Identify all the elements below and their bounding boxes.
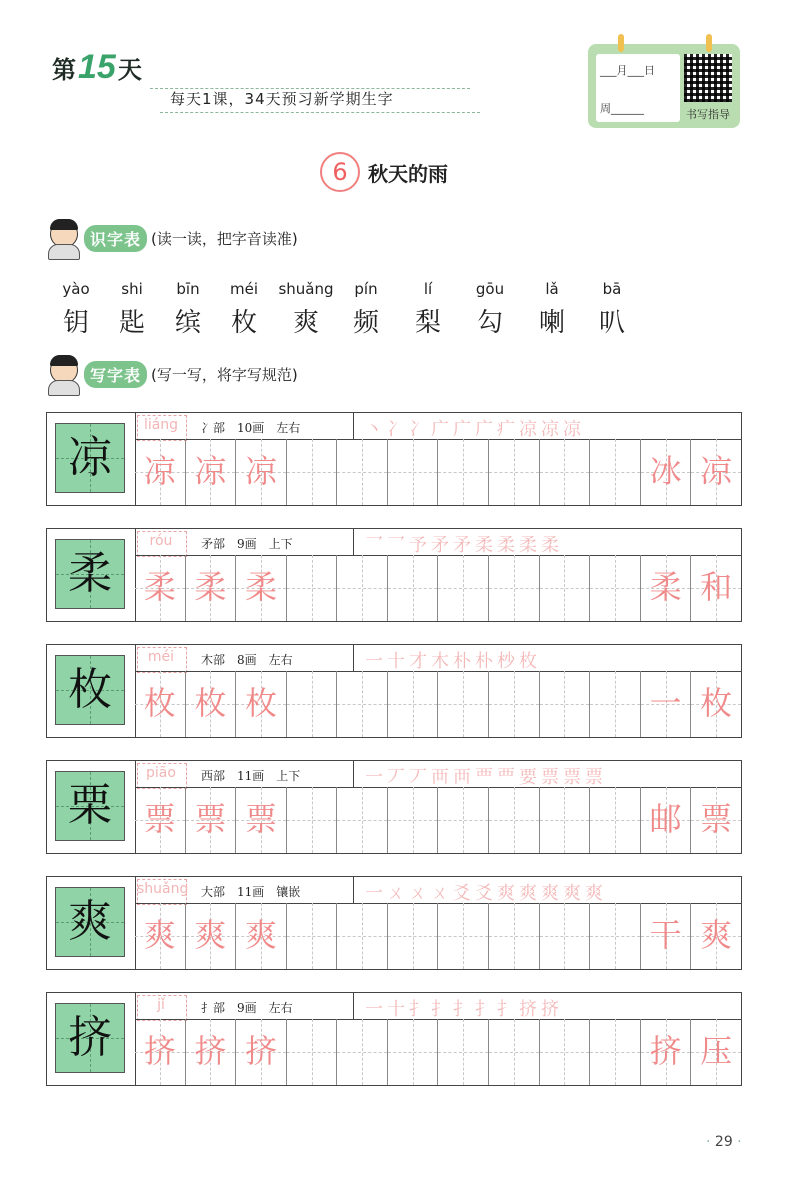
practice-cell[interactable]: 邮 <box>640 787 691 853</box>
stroke-order: 一丆丆襾襾覀覀要票票票 <box>365 767 607 788</box>
qr-label: 书写指导 <box>686 108 730 121</box>
qr-code-icon[interactable] <box>684 54 732 102</box>
hanzi: 缤 <box>174 308 201 338</box>
write-note: (写一写，将字写规范) <box>151 365 298 384</box>
practice-cell[interactable] <box>437 903 488 969</box>
practice-cell[interactable]: 票 <box>690 787 741 853</box>
char-info: 矛部 9画 上下 <box>201 537 293 551</box>
practice-cell[interactable] <box>539 555 590 621</box>
practice-cell[interactable] <box>589 671 640 737</box>
practice-cell[interactable] <box>336 671 387 737</box>
practice-cell[interactable] <box>488 787 539 853</box>
lesson-number: 6 <box>320 152 360 192</box>
model-char: 挤 <box>68 1012 112 1063</box>
practice-cell[interactable] <box>589 787 640 853</box>
writing-row <box>46 876 742 970</box>
practice-cell[interactable] <box>488 555 539 621</box>
hanzi: 喇 <box>538 308 565 338</box>
practice-cell[interactable] <box>589 555 640 621</box>
practice-cell[interactable]: 枚 <box>135 671 185 737</box>
writing-row <box>46 644 742 738</box>
char-pinyin: róu <box>149 533 173 549</box>
day-number: 15 <box>78 48 116 86</box>
practice-cell[interactable] <box>539 1019 590 1085</box>
write-title: 写字表 <box>84 361 147 388</box>
model-char-box <box>55 539 125 609</box>
model-char: 爽 <box>68 896 112 947</box>
ring-icon <box>618 34 624 52</box>
char-info: 木部 8画 左右 <box>201 653 293 667</box>
practice-cell[interactable] <box>286 555 337 621</box>
week-label: 周 <box>600 102 611 115</box>
model-char: 枚 <box>68 664 112 715</box>
practice-cell[interactable] <box>589 439 640 505</box>
practice-cell[interactable] <box>336 439 387 505</box>
hanzi: 梨 <box>414 308 441 338</box>
day-label <box>52 48 142 87</box>
practice-cell[interactable] <box>589 1019 640 1085</box>
practice-cell[interactable]: 凉 <box>185 439 236 505</box>
practice-cell[interactable] <box>387 1019 438 1085</box>
month-label: 月 <box>616 64 628 77</box>
pinyin: shi <box>121 280 143 298</box>
practice-cell[interactable] <box>437 555 488 621</box>
stroke-order: 一十才木朴朴杪枚 <box>365 651 541 672</box>
char-info: 西部 11画 上下 <box>201 769 301 783</box>
practice-grid <box>135 903 741 969</box>
practice-cell[interactable]: 柔 <box>135 555 185 621</box>
practice-cell[interactable] <box>437 787 488 853</box>
pinyin: bīn <box>176 280 200 298</box>
practice-cell[interactable]: 挤 <box>640 1019 691 1085</box>
practice-cell[interactable] <box>387 903 438 969</box>
practice-cell[interactable] <box>539 671 590 737</box>
pinyin: lǎ <box>545 280 559 298</box>
hanzi: 匙 <box>118 308 145 338</box>
lesson-title: 秋天的雨 <box>368 161 448 186</box>
practice-cell[interactable] <box>488 1019 539 1085</box>
practice-cell[interactable]: 冰 <box>640 439 691 505</box>
practice-cell[interactable]: 票 <box>235 787 286 853</box>
practice-cell[interactable]: 枚 <box>185 671 236 737</box>
practice-cell[interactable] <box>488 671 539 737</box>
recognize-section-header <box>46 218 298 258</box>
page-number: · 29 · <box>706 1134 742 1150</box>
char-info: 大部 11画 镶嵌 <box>201 885 301 899</box>
practice-cell[interactable]: 票 <box>185 787 236 853</box>
practice-cell[interactable] <box>488 439 539 505</box>
hanzi: 钥 <box>62 308 89 338</box>
practice-cell[interactable] <box>336 555 387 621</box>
practice-cell[interactable]: 凉 <box>235 439 286 505</box>
write-section-header <box>46 354 298 394</box>
practice-cell[interactable]: 票 <box>135 787 185 853</box>
practice-cell[interactable]: 干 <box>640 903 691 969</box>
pinyin: bā <box>602 280 622 298</box>
practice-cell[interactable] <box>336 787 387 853</box>
stroke-order: 一ㄨㄨㄨ爻爻爽爽爽爽爽 <box>365 883 607 904</box>
stroke-order: 一十扌扌扌扌扌挤挤 <box>365 999 563 1020</box>
practice-cell[interactable]: 枚 <box>235 671 286 737</box>
practice-cell[interactable]: 爽 <box>690 903 741 969</box>
hanzi: 叭 <box>598 308 625 338</box>
practice-cell[interactable]: 凉 <box>135 439 185 505</box>
pinyin-row <box>46 280 646 300</box>
pinyin: pín <box>354 280 378 298</box>
stroke-order: 丶冫冫广广广疒凉凉凉 <box>365 419 585 440</box>
slogan: 每天1课，34天预习新学期生字 <box>170 90 394 108</box>
practice-cell[interactable]: 凉 <box>690 439 741 505</box>
pinyin: méi <box>229 280 258 298</box>
char-pinyin: méi <box>147 649 175 665</box>
practice-grid <box>135 555 741 621</box>
model-char-box <box>55 655 125 725</box>
writing-row <box>46 760 742 854</box>
practice-cell[interactable]: 爽 <box>185 903 236 969</box>
practice-cell[interactable] <box>539 903 590 969</box>
practice-cell[interactable] <box>286 439 337 505</box>
recognize-note: (读一读，把字音读准) <box>151 229 298 248</box>
char-info: 冫部 10画 左右 <box>201 421 301 435</box>
char-pinyin: pião <box>146 765 176 781</box>
practice-cell[interactable]: 压 <box>690 1019 741 1085</box>
day-prefix: 第 <box>52 56 76 84</box>
practice-grid <box>135 787 741 853</box>
char-info: 扌部 9画 左右 <box>201 1001 293 1015</box>
practice-cell[interactable] <box>437 671 488 737</box>
practice-cell[interactable] <box>387 555 438 621</box>
practice-cell[interactable] <box>387 787 438 853</box>
practice-grid <box>135 671 741 737</box>
practice-cell[interactable]: 挤 <box>185 1019 236 1085</box>
practice-cell[interactable] <box>286 787 337 853</box>
practice-cell[interactable] <box>286 1019 337 1085</box>
day-suffix: 天 <box>117 56 142 84</box>
model-char: 栗 <box>68 780 112 831</box>
ring-icon <box>706 34 712 52</box>
practice-cell[interactable]: 挤 <box>235 1019 286 1085</box>
practice-cell[interactable] <box>589 903 640 969</box>
divider <box>160 112 480 113</box>
calendar-card <box>588 44 740 128</box>
boy-reading-icon <box>46 218 82 258</box>
pinyin: shuǎng <box>278 280 334 298</box>
writing-row <box>46 412 742 506</box>
char-pinyin: jǐ <box>157 997 165 1013</box>
practice-cell[interactable] <box>437 439 488 505</box>
practice-cell[interactable] <box>387 439 438 505</box>
boy-writing-icon <box>46 354 82 394</box>
writing-row <box>46 992 742 1086</box>
char-pinyin: shuǎng <box>137 881 189 897</box>
practice-cell[interactable]: 爽 <box>235 903 286 969</box>
practice-cell[interactable]: 柔 <box>640 555 691 621</box>
model-char: 凉 <box>68 432 112 483</box>
model-char-box <box>55 887 125 957</box>
model-char-box <box>55 1003 125 1073</box>
writing-row <box>46 528 742 622</box>
hanzi: 频 <box>352 308 379 338</box>
char-pinyin: liáng <box>143 417 179 433</box>
practice-cell[interactable] <box>539 787 590 853</box>
practice-cell[interactable]: 爽 <box>135 903 185 969</box>
practice-cell[interactable] <box>387 671 438 737</box>
model-char-box <box>55 771 125 841</box>
practice-cell[interactable] <box>488 903 539 969</box>
practice-cell[interactable] <box>286 671 337 737</box>
hanzi: 枚 <box>230 308 257 338</box>
practice-grid <box>135 439 741 505</box>
practice-cell[interactable]: 枚 <box>690 671 741 737</box>
lesson-header <box>320 152 448 192</box>
day-label-small: 日 <box>644 64 655 77</box>
practice-cell[interactable]: 和 <box>690 555 741 621</box>
pinyin: lí <box>423 280 433 298</box>
pinyin: gōu <box>475 280 505 298</box>
model-char: 柔 <box>68 548 112 599</box>
practice-cell[interactable]: 一 <box>640 671 691 737</box>
practice-cell[interactable]: 挤 <box>135 1019 185 1085</box>
practice-cell[interactable] <box>336 1019 387 1085</box>
practice-cell[interactable] <box>336 903 387 969</box>
practice-cell[interactable]: 柔 <box>185 555 236 621</box>
practice-cell[interactable] <box>437 1019 488 1085</box>
date-box: ___月___日 周______ <box>596 54 680 122</box>
recognize-title: 识字表 <box>84 225 147 252</box>
practice-cell[interactable] <box>286 903 337 969</box>
practice-grid <box>135 1019 741 1085</box>
character-row <box>46 302 646 340</box>
model-char-box <box>55 423 125 493</box>
hanzi: 爽 <box>292 308 319 338</box>
pinyin: yào <box>62 280 90 298</box>
stroke-order: 乛乛予矛矛柔柔柔柔 <box>365 535 563 556</box>
practice-cell[interactable]: 柔 <box>235 555 286 621</box>
practice-cell[interactable] <box>539 439 590 505</box>
hanzi: 勾 <box>476 308 503 338</box>
